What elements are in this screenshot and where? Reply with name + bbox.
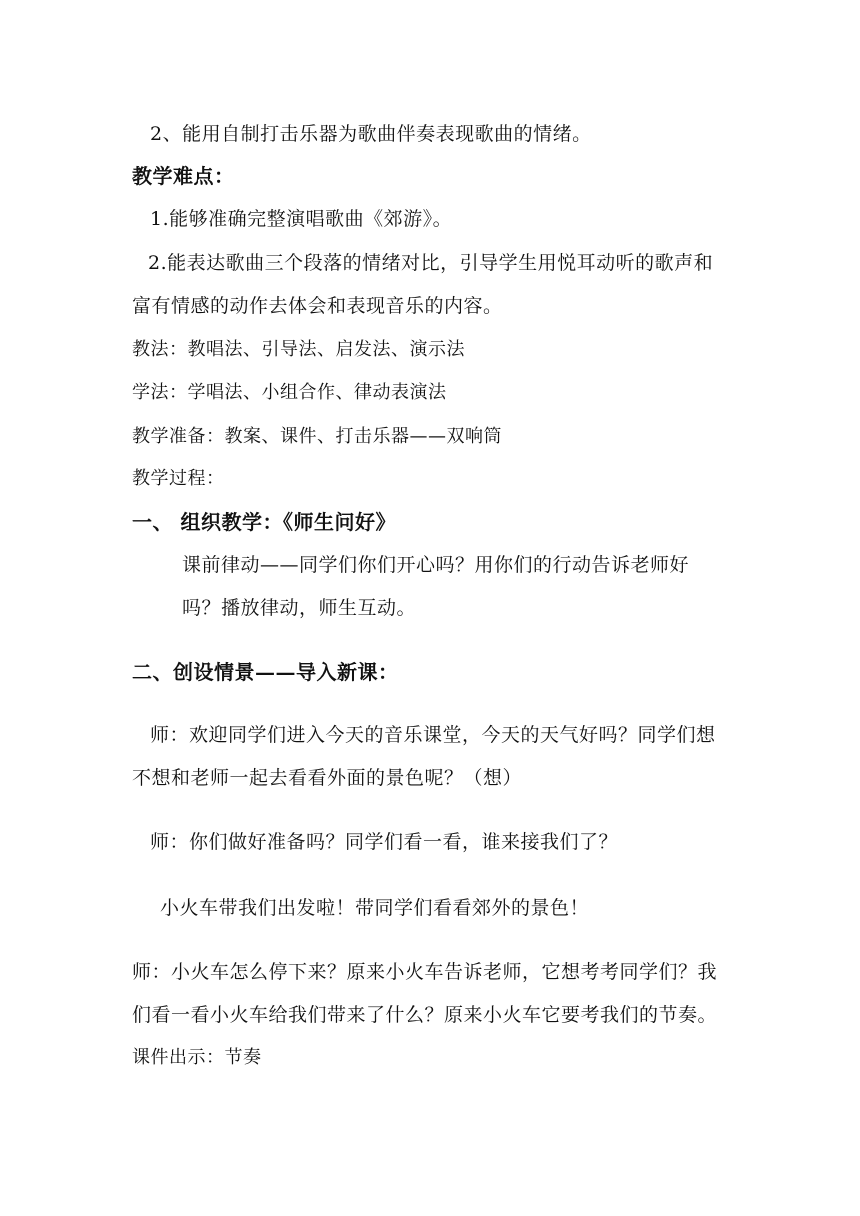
objective-2: 2、能用自制打击乐器为歌曲伴奏表现歌曲的情绪。 [150, 123, 592, 145]
difficulty-2-line-1: 2.能表达歌曲三个段落的情绪对比，引导学生用悦耳动听的歌声和 [148, 252, 714, 274]
difficulty-1: 1.能够准确完整演唱歌曲《郊游》。 [150, 208, 453, 230]
teaching-methods: 教法：教唱法、引导法、启发法、演示法 [132, 339, 465, 360]
teacher-welcome-line-2: 不想和老师一起去看看外面的景色呢？（想） [132, 767, 523, 789]
train-departure: 小火车带我们出发啦！带同学们看看郊外的景色！ [160, 897, 590, 919]
teacher-train-line-1: 师：小火车怎么停下来？原来小火车告诉老师，它想考考同学们？我 [132, 961, 718, 983]
courseware-rhythm: 课件出示：节奏 [132, 1047, 262, 1068]
teacher-welcome-line-1: 师：欢迎同学们进入今天的音乐课堂，今天的天气好吗？同学们想 [150, 724, 716, 746]
warmup-line-1: 课前律动——同学们你们开心吗？用你们的行动告诉老师好 [182, 554, 690, 576]
section-heading-organize: 一、 组织教学：《师生问好》 [132, 510, 396, 534]
teacher-train-line-2: 们看一看小火车给我们带来了什么？原来小火车它要考我们的节奏。 [132, 1004, 718, 1026]
difficulty-2-line-2: 富有情感的动作去体会和表现音乐的内容。 [132, 295, 503, 317]
teaching-preparation: 教学准备：教案、课件、打击乐器——双响筒 [132, 426, 502, 447]
section-heading-scene: 二、创设情景——导入新课： [132, 660, 399, 684]
warmup-line-2: 吗？播放律动，师生互动。 [182, 597, 417, 619]
teaching-process-label: 教学过程： [132, 468, 225, 489]
teacher-ready-question: 师：你们做好准备吗？同学们看一看，谁来接我们了？ [150, 831, 619, 853]
learning-methods: 学法：学唱法、小组合作、律动表演法 [132, 382, 447, 403]
section-heading-difficulties: 教学难点： [132, 164, 235, 188]
